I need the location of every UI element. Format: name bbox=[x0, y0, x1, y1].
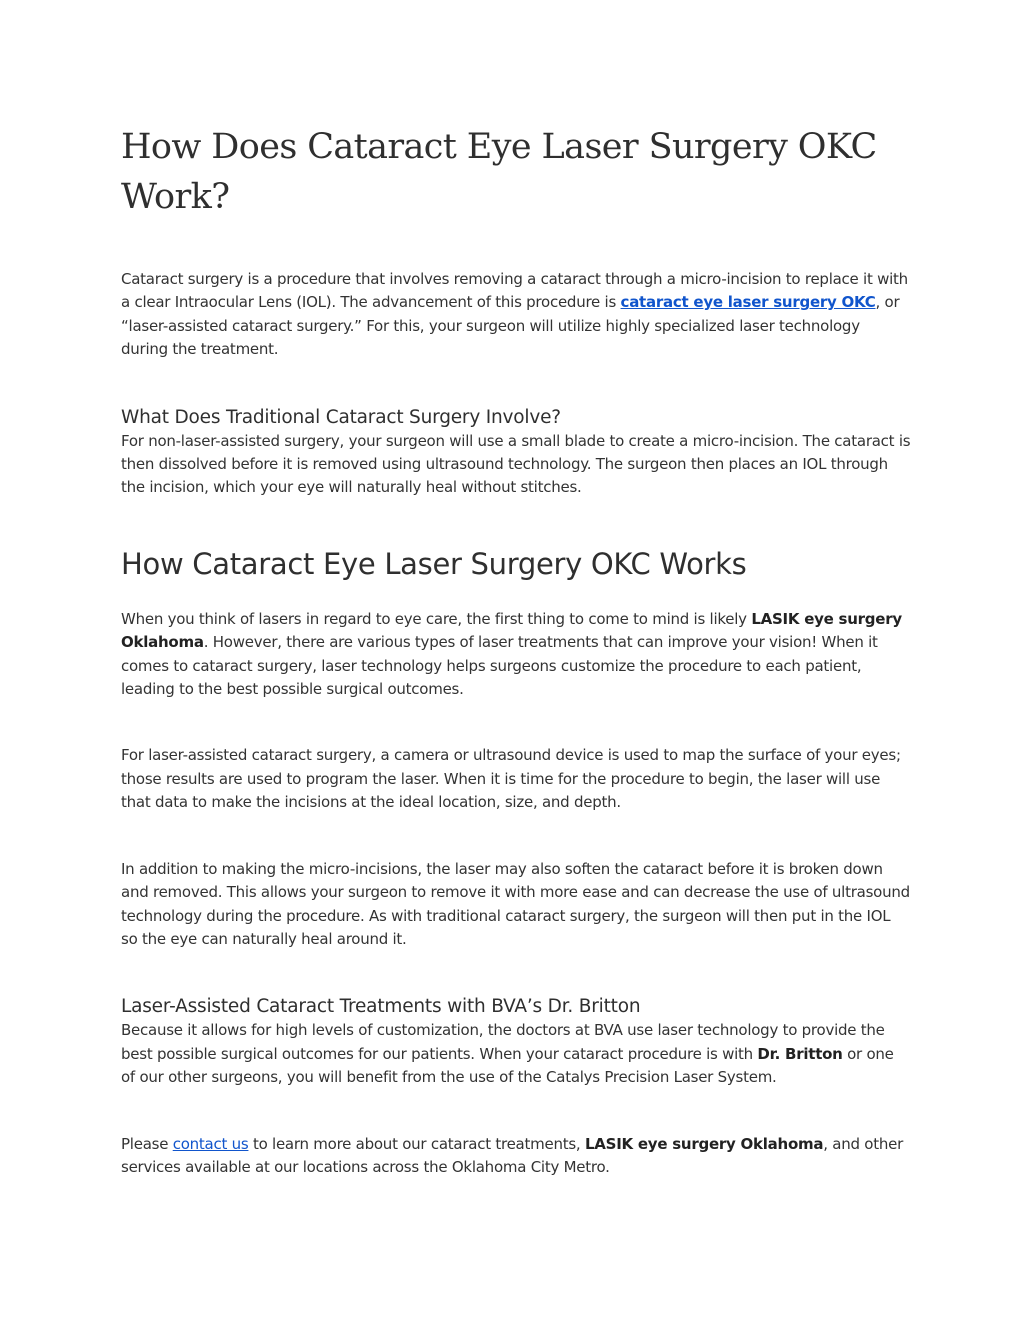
article-body bbox=[121, 122, 911, 1179]
page-title: How Does Cataract Eye Laser Surgery OKC Work? bbox=[121, 127, 877, 217]
works-paragraph-2: For laser-assisted cataract surgery, a camera or ultrasound device is used to map the surface of your eyes; those results are used to program the laser. When it is time for the procedure to begin, the laser will use that data to make the incisions at the ideal location, size, and depth. bbox=[121, 746, 901, 812]
traditional-paragraph: For non-laser-assisted surgery, your surgeon will use a small blade to create a micro-incision. The cataract is then dissolved before it is removed using ultrasound technology. The surgeon then places an IOL through the incision, which your eye will naturally heal without stitches. bbox=[121, 431, 911, 497]
dr-britton-bold-text: Dr. Britton bbox=[757, 1044, 843, 1063]
closing-paragraph bbox=[121, 1133, 911, 1180]
traditional-heading: What Does Traditional Cataract Surgery Involve? bbox=[121, 406, 561, 428]
cataract-surgery-okc-link[interactable]: cataract eye laser surgery OKC bbox=[620, 293, 876, 312]
britton-paragraph bbox=[121, 1019, 911, 1089]
works-paragraph-1 bbox=[121, 608, 911, 702]
works-heading: How Cataract Eye Laser Surgery OKC Works bbox=[121, 546, 747, 581]
intro-text-1: Cataract surgery is a procedure that involves removing a cataract through a micro-incision to replace it with a clear Intraocular Lens (IOL). The advancement of this procedure is bbox=[121, 270, 908, 312]
britton-heading: Laser-Assisted Cataract Treatments with BVA’s Dr. Britton bbox=[121, 996, 641, 1018]
closing-text-3: , and other services available at our locations across the Oklahoma City Metro. bbox=[121, 1134, 904, 1176]
lasik-bold-text: LASIK eye surgery Oklahoma bbox=[121, 609, 902, 652]
works-paragraph-3: In addition to making the micro-incisions, the laser may also soften the cataract before it is broken down and removed. This allows your surgeon to remove it with more ease and can decrease the use of ultrasound technology during the procedure. As with traditional cataract surgery, the surgeon will then put in the IOL so the eye can naturally heal around it. bbox=[121, 859, 910, 948]
closing-text-1: Please bbox=[121, 1134, 173, 1153]
contact-us-link[interactable]: contact us bbox=[172, 1134, 249, 1153]
britton-text-1: Because it allows for high levels of customization, the doctors at BVA use laser technology to provide the best possible surgical outcomes for our patients. When your cataract procedure is with bbox=[121, 1021, 885, 1063]
intro-paragraph bbox=[121, 268, 911, 362]
works-p1-text-2: . However, there are various types of laser treatments that can improve your vision! When it comes to cataract surgery, laser technology helps surgeons customize the procedure to each patient, leading to the best possible surgical outcomes. bbox=[121, 633, 878, 699]
closing-text-2: to learn more about our cataract treatments, bbox=[248, 1134, 585, 1153]
closing-lasik-bold-text: LASIK eye surgery Oklahoma bbox=[584, 1134, 824, 1153]
intro-text-2: , or “laser-assisted cataract surgery.” For this, your surgeon will utilize highly specialized laser technology during the treatment. bbox=[121, 293, 900, 359]
britton-text-2: or one of our other surgeons, you will benefit from the use of the Catalys Precision Laser System. bbox=[121, 1044, 894, 1087]
works-p1-text-1: When you think of lasers in regard to eye care, the first thing to come to mind is likely bbox=[121, 609, 752, 628]
